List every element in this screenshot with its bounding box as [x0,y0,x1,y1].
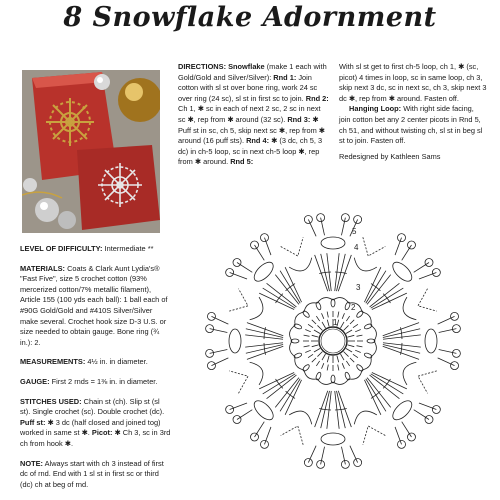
snowflake-photo [22,70,160,233]
picot-label: Picot: [91,428,113,438]
rnd3-label: Rnd 3: [287,114,311,124]
directions-paragraph [178,62,329,168]
rnd5-continued: With sl st get to first ch-5 loop, ch 1, ✱ (sc, picot) 4 times in loop, sc in same loop, ch 3, skip next 3 dc, sc in next sc, ch 3, skip next 3 dc ✱, rep from ✱ around. Fasten off. [339,62,487,103]
stitches-label: STITCHES USED: [20,396,82,406]
round-label-3: 3 [356,283,361,292]
gauge-text: First 2 rnds = 1⅜ in. in diameter. [49,376,158,386]
materials-text: Coats & Clark Aunt Lydia's® "Fast Five", size 5 crochet cotton (93% mercerized cotton/7% metallic filament), Article 155 (100 yds each ball): 1 ball each of #90G Gold/Gold and #410S Silver/Silver make several. Crochet hook size D-3 U.S. or size needed to obtain gauge. Bone ring (¾ in.): 2. [20,263,168,347]
difficulty-value: Intermediate ** [102,244,154,253]
difficulty-label: LEVEL OF DIFFICULTY: [20,244,103,253]
materials-paragraph [20,264,171,349]
round-label-1: 1 [333,318,338,327]
measurements-label: MEASUREMENTS: [20,357,86,367]
picot-text: ✱ Ch 3, sc in 3rd ch from hook ✱. [20,428,171,448]
left-column [20,244,171,499]
middle-column [178,62,329,168]
stitches-paragraph [20,397,171,450]
page-title: 8 Snowflake Adornment [63,2,437,33]
puff-label: Puff st: [20,417,46,427]
note-paragraph [20,459,171,491]
note-text: Always start with ch 3 instead of first dc of rnd. End with 1 sl st in first sc or third (dc) ch at beg of rnd. [20,458,164,489]
crochet-diagram [166,182,500,500]
rnd3-text: ✱ Puff st in sc, ch 5, skip next sc ✱, rep from ✱ around (16 puff sts). [178,114,325,146]
puff-text: ✱ 3 dc (half closed and joined tog) worked in same st ✱. [20,417,161,438]
right-column [339,62,487,162]
stitches-text: Chain st (ch). Slip st (sl st). Single crochet (sc). Double crochet (dc). [20,396,165,417]
note-label: NOTE: [20,458,43,468]
difficulty-paragraph [20,244,171,255]
gauge-label: GAUGE: [20,376,50,386]
gauge-paragraph [20,377,171,388]
rnd4-label: Rnd 4: [246,136,270,146]
round-label-4: 4 [354,243,359,252]
credit-line: Redesigned by Kathleen Sams [339,151,441,161]
rnd2-label: Rnd 2: [305,93,329,103]
measurements-text: 4½ in. in diameter. [85,357,148,367]
directions-text: (make 1 each with Gold/Gold and Silver/Silver): [178,62,327,82]
hanging-loop-text: With right side facing, join cotton bet any 2 center picots in Rnd 5, ch 51, and without twisting ch, sl st in beg sl st to join. Fasten off. [339,104,483,146]
measurements-paragraph [20,357,171,368]
rnd1-label: Rnd 1: [273,72,297,82]
round-label-2: 2 [351,303,356,312]
rnd5-label: Rnd 5: [230,157,254,167]
hanging-loop-paragraph [339,104,487,146]
round-label-5: 5 [352,227,357,236]
rnd2-text: Ch 1, ✱ sc in each of next 2 sc, 2 sc in next sc ✱, rep from ✱ around (32 sc). [178,104,321,124]
hanging-loop-label: Hanging Loop: [349,104,402,114]
materials-label: MATERIALS: [20,263,66,273]
rnd4-text: ✱ (3 dc, ch 5, 3 dc) in ch-5 loop, sc in next ch-5 loop ✱, rep from ✱ around. [178,136,323,167]
rnd1-text: Join cotton with sl st over bone ring, work 24 sc over ring (24 sc), sl st in first sc to join. [178,72,318,103]
directions-label: DIRECTIONS: Snowflake [178,62,265,71]
